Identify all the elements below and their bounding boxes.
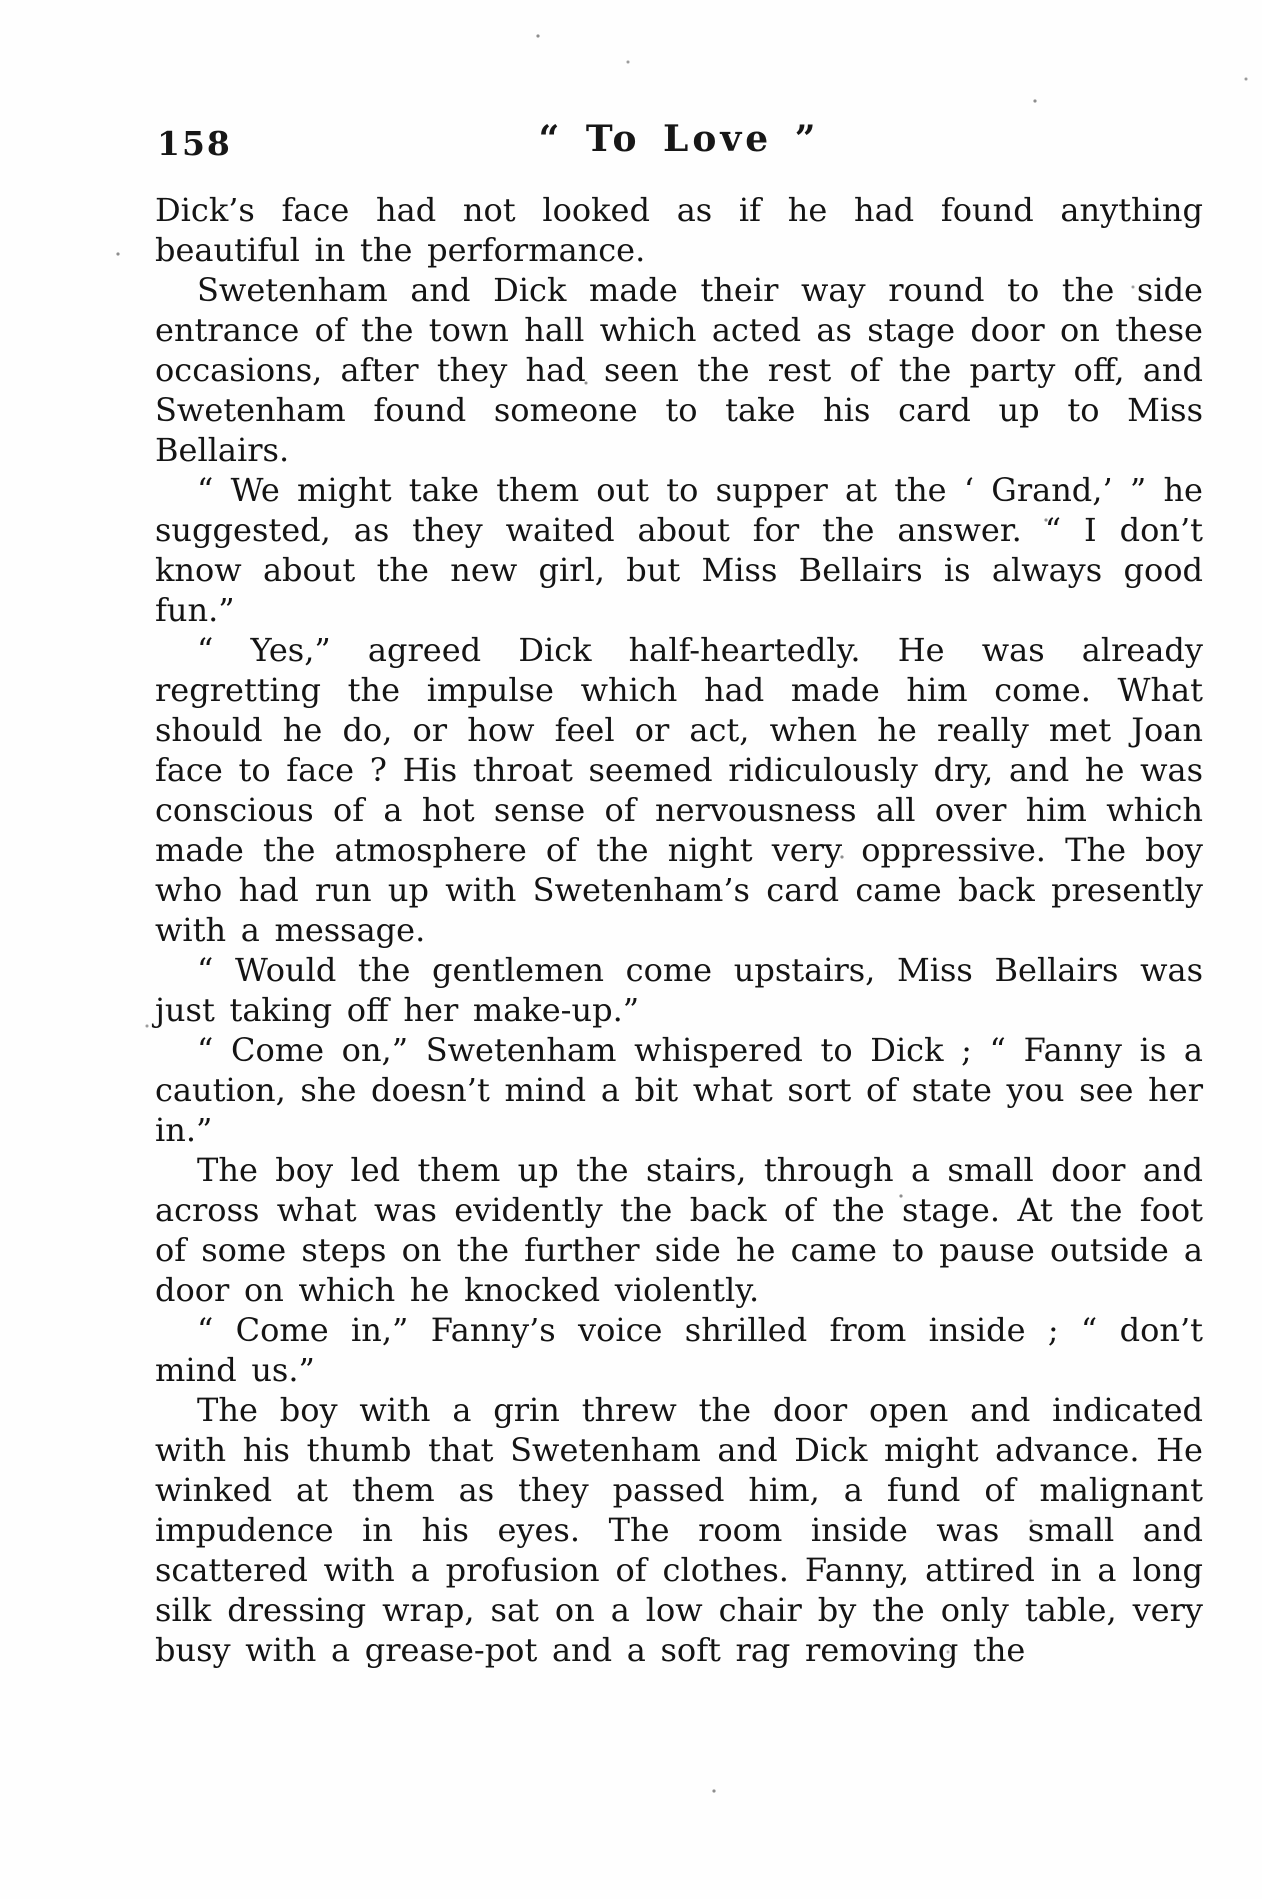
paragraph-3: “ We might take them out to supper at the ‘ Grand,’ ” he suggested, as they waited about for the answer. “ I don’t know about the new girl, but Miss Bellairs is always good fun.”: [155, 471, 1203, 629]
body-text: [155, 190, 1203, 1670]
paragraph-7: The boy led them up the stairs, through a small door and across what was evidently the back of the stage. At the foot of some steps on the further side he came to pause outside a door on which he knocked violently.: [155, 1151, 1203, 1309]
paragraph-9: The boy with a grin threw the door open and indicated with his thumb that Swetenham and Dick might advance. He winked at them as they passed him, a fund of malignant impudence in his eyes. The room inside was small and scattered with a profusion of clothes. Fanny, attired in a long silk dressing wrap, sat on a low chair by the only table, very busy with a grease-pot and a soft rag removing the: [155, 1391, 1203, 1669]
page-number: 158: [157, 124, 232, 163]
page-header: [155, 118, 1203, 170]
paragraph-2: Swetenham and Dick made their way round to the side entrance of the town hall which acted as stage door on these occasions, after they had seen the rest of the party off, and Swetenham found someone to take his card up to Miss Bellairs.: [155, 271, 1203, 469]
paragraph-6: “ Come on,” Swetenham whispered to Dick ; “ Fanny is a caution, she doesn’t mind a bit what sort of state you see her in.”: [155, 1031, 1203, 1149]
paragraph-4: “ Yes,” agreed Dick half-heartedly. He was already regretting the impulse which had made him come. What should he do, or how feel or act, when he really met Joan face to face ? His throat seemed ridiculously dry, and he was conscious of a hot sense of nervousness all over him which made the atmosphere of the night very oppressive. The boy who had run up with Swetenham’s card came back presently with a message.: [155, 631, 1203, 949]
running-title: “ To Love ”: [538, 118, 820, 160]
paragraph-5: “ Would the gentlemen come upstairs, Miss Bellairs was just taking off her make-up.”: [155, 951, 1203, 1029]
paragraph-8: “ Come in,” Fanny’s voice shrilled from inside ; “ don’t mind us.”: [155, 1311, 1203, 1389]
paragraph-1: Dick’s face had not looked as if he had found anything beautiful in the performance.: [155, 191, 1203, 269]
